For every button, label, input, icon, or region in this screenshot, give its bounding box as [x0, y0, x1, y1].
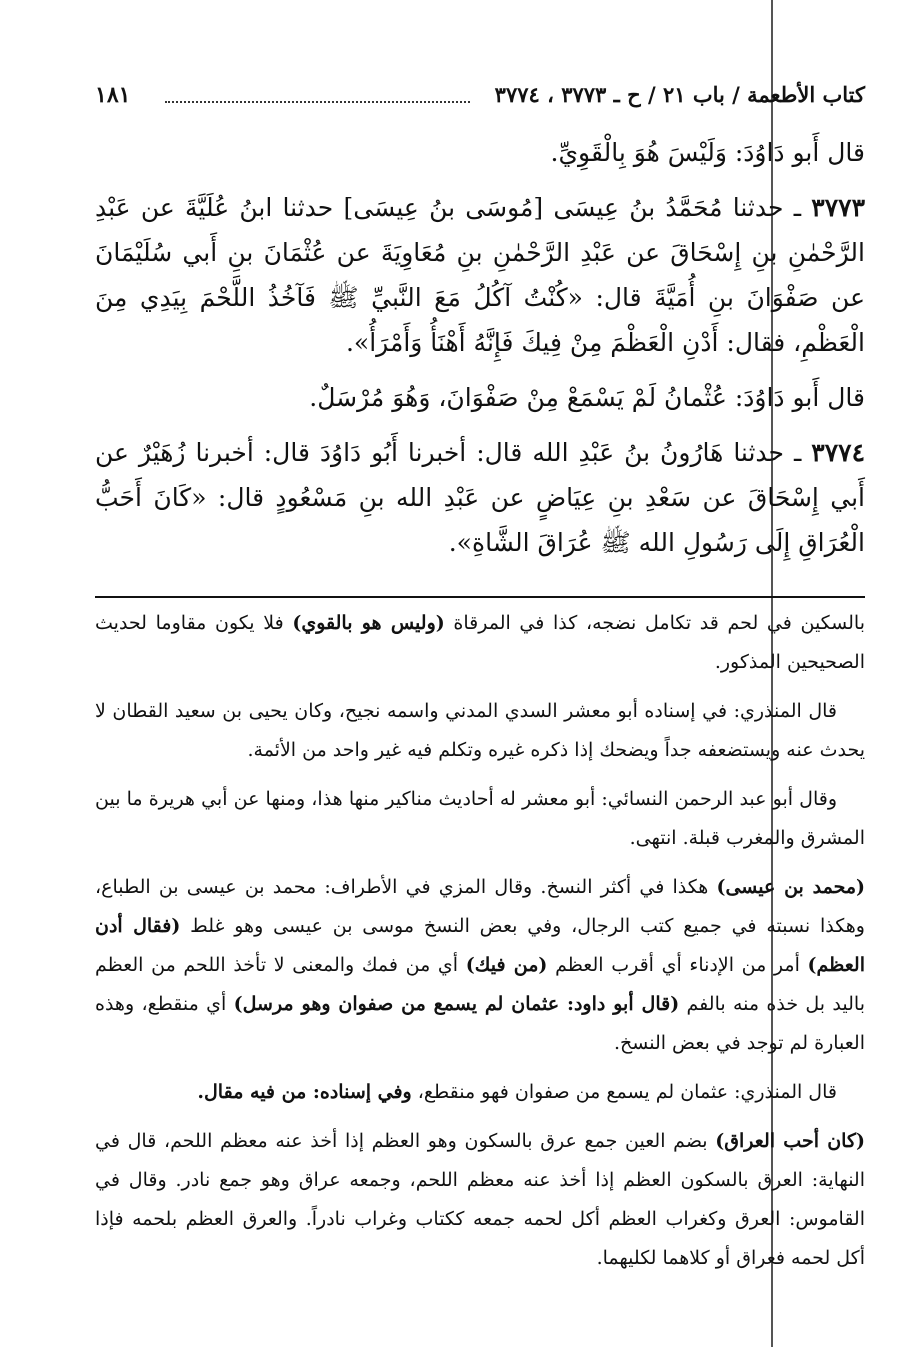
hadith-3773	[95, 185, 865, 365]
hadith-3774	[95, 430, 865, 565]
commentary-paragraph: بالسكين في لحم قد تكامل نضجه، كذا في المرقاة (وليس هو بالقوي) فلا يكون مقاوما لحديث الصحيحين المذكور.	[95, 612, 865, 673]
commentary	[95, 604, 865, 1288]
hadith-number: ٣٧٧٤	[811, 438, 865, 467]
abu-dawud-comment-2: قال أَبو دَاوُدَ: عُثْمانُ لَمْ يَسْمَعْ مِنْ صَفْوَانَ، وَهُوَ مُرْسَلٌ.	[309, 383, 865, 412]
hadith-number: ٣٧٧٣	[811, 193, 865, 222]
commentary-paragraph: وقال أبو عبد الرحمن النسائي: أبو معشر له أحاديث مناكير منها هذا، ومنها عن أبي هريرة ما بين المشرق والمغرب قبلة. انتهى.	[95, 788, 865, 849]
commentary-paragraph: (كان أحب العراق) بضم العين جمع عرق بالسكون وهو العظم إذا أخذ عنه معظم اللحم، قال في النهاية: العرق بالسكون العظم إذا أخذ عنه معظم اللحم، وجمعه عراق وهو جمع نادر. وقال في القاموس: العرق وكغراب العظم أكل لحمه جمعه ككتاب وغراب نادراً. والعرق العظم بلحمه فإذا أكل لحمه فعراق أو كلاهما لكليهما.	[95, 1130, 866, 1269]
hadith-body: ـ حدثنا هَارُونُ بنُ عَبْدِ الله قال: أخبرنا أَبُو دَاوُدَ قال: أخبرنا زُهَيْرٌ عن أَبي إِسْحَاقَ عن سَعْدِ بنِ عِيَاضٍ عن عَبْدِ الله بنِ مَسْعُودٍ قال: «كَانَ أَحَبُّ الْعُرَاقِ إِلَى رَسُولِ الله ﷺ عُرَاقَ الشَّاةِ».	[95, 438, 865, 557]
header-title: كتاب الأطعمة / باب ٢١ / ح ـ ٣٧٧٣ ، ٣٧٧٤	[494, 82, 865, 107]
footnote-separator	[95, 596, 865, 598]
header-dot-leader	[165, 101, 470, 103]
hadith-text	[95, 130, 865, 575]
hadith-body: ـ حدثنا مُحَمَّدُ بنُ عِيسَى [مُوسَى بنُ عِيسَى] حدثنا ابنُ عُلَيَّةَ عن عَبْدِ الرَّحْمٰنِ بنِ إِسْحَاقَ عن عَبْدِ الرَّحْمٰنِ بنِ مُعَاوِيَةَ عن عُثْمَانَ بنِ أَبي سُلَيْمَانَ عن صَفْوَانَ بنِ أُمَيَّةَ قال: «كُنْتُ آكُلُ مَعَ النَّبيِّ ﷺ فَآخُذُ اللَّحْمَ بِيَدِي مِنَ الْعَظْمِ، فقال: أَدْنِ الْعَظْمَ مِنْ فِيكَ فَإِنَّهُ أَهْنَأُ وَأَمْرَأُ».	[95, 193, 865, 357]
commentary-paragraph: قال المنذري: عثمان لم يسمع من صفوان فهو منقطع، وفي إسناده: من فيه مقال.	[197, 1081, 837, 1103]
abu-dawud-comment-1: قال أَبو دَاوُدَ: وَلَيْسَ هُوَ بِالْقَوِيِّ.	[550, 138, 865, 167]
commentary-paragraph: قال المنذري: في إسناده أبو معشر السدي المدني واسمه نجيح، وكان يحيى بن سعيد القطان لا يحدث عنه ويستضعفه جداً ويضحك إذا ذكره غيره وتكلم فيه غير واحد من الأئمة.	[95, 700, 865, 761]
page-number: ١٨١	[95, 82, 131, 108]
commentary-paragraph: (محمد بن عيسى) هكذا في أكثر النسخ. وقال المزي في الأطراف: محمد بن عيسى بن الطباع، وهكذا نسبته في جميع كتب الرجال، وفي بعض النسخ موسى بن عيسى وهو غلط (فقال أدن العظم) أمر من الإدناء أي أقرب العظم (من فيك) أي من فمك والمعنى لا تأخذ اللحم من العظم باليد بل خذه منه بالفم (قال أبو داود: عثمان لم يسمع من صفوان وهو مرسل) أي منقطع، وهذه العبارة لم توجد في بعض النسخ.	[95, 876, 866, 1054]
running-header	[95, 82, 865, 116]
